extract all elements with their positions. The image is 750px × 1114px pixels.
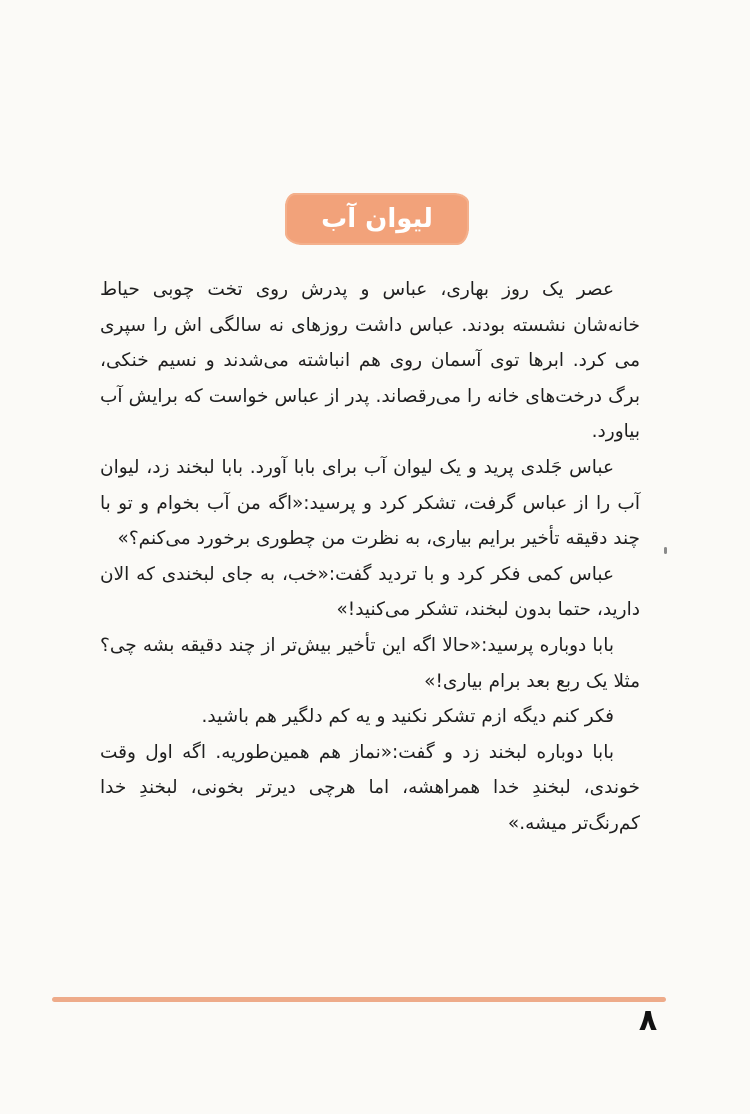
title-badge	[285, 193, 469, 245]
page-number: ۸	[638, 1003, 658, 1038]
paragraph-3: عباس کمی فکر کرد و با تردید گفت:«خب، به جای لبخندی که الان دارید، حتما بدون لبخند، تشکر می‌کنید!»	[100, 563, 640, 621]
story-title: لیوان آب	[321, 204, 433, 234]
paragraph-4: بابا دوباره پرسید:«حالا اگه این تأخیر بیش‌تر از چند دقیقه بشه چی؟ مثلا یک ربع بعد برام بیاری!»	[100, 634, 640, 692]
margin-mark	[664, 547, 667, 554]
paragraph-1: عصر یک روز بهاری، عباس و پدرش روی تخت چوبی حیاط خانه‌شان نشسته بودند. عباس داشت روزهای نه سالگی اش را سپری می کرد. ابرها توی آسمان روی هم انباشته می‌شدند و نسیم خنکی، برگ درخت‌های خانه را می‌رقصاند. پدر از عباس خواست که برایش آب بیاورد.	[100, 279, 640, 443]
paragraph-5: فکر کنم دیگه ازم تشکر نکنید و یه کم دلگیر هم باشید.	[201, 706, 614, 728]
footer-divider	[52, 997, 666, 1002]
paragraph-2: عباس جَلدی پرید و یک لیوان آب برای بابا آورد. بابا لبخند زد، لیوان آب را از عباس گرفت، تشکر کرد و پرسید:«اگه من آب بخوام و تو با چند دقیقه تأخیر برایم بیاری، به نظرت من چطوری برخورد می‌کنم؟»	[100, 456, 640, 550]
story-body	[100, 272, 640, 842]
paragraph-6: بابا دوباره لبخند زد و گفت:«نماز هم همین‌طوریه. اگه اول وقت خوندی، لبخندِ خدا همراهشه، اما هرچی دیرتر بخونی، لبخندِ خدا کم‌رنگ‌تر میشه.»	[100, 741, 640, 834]
